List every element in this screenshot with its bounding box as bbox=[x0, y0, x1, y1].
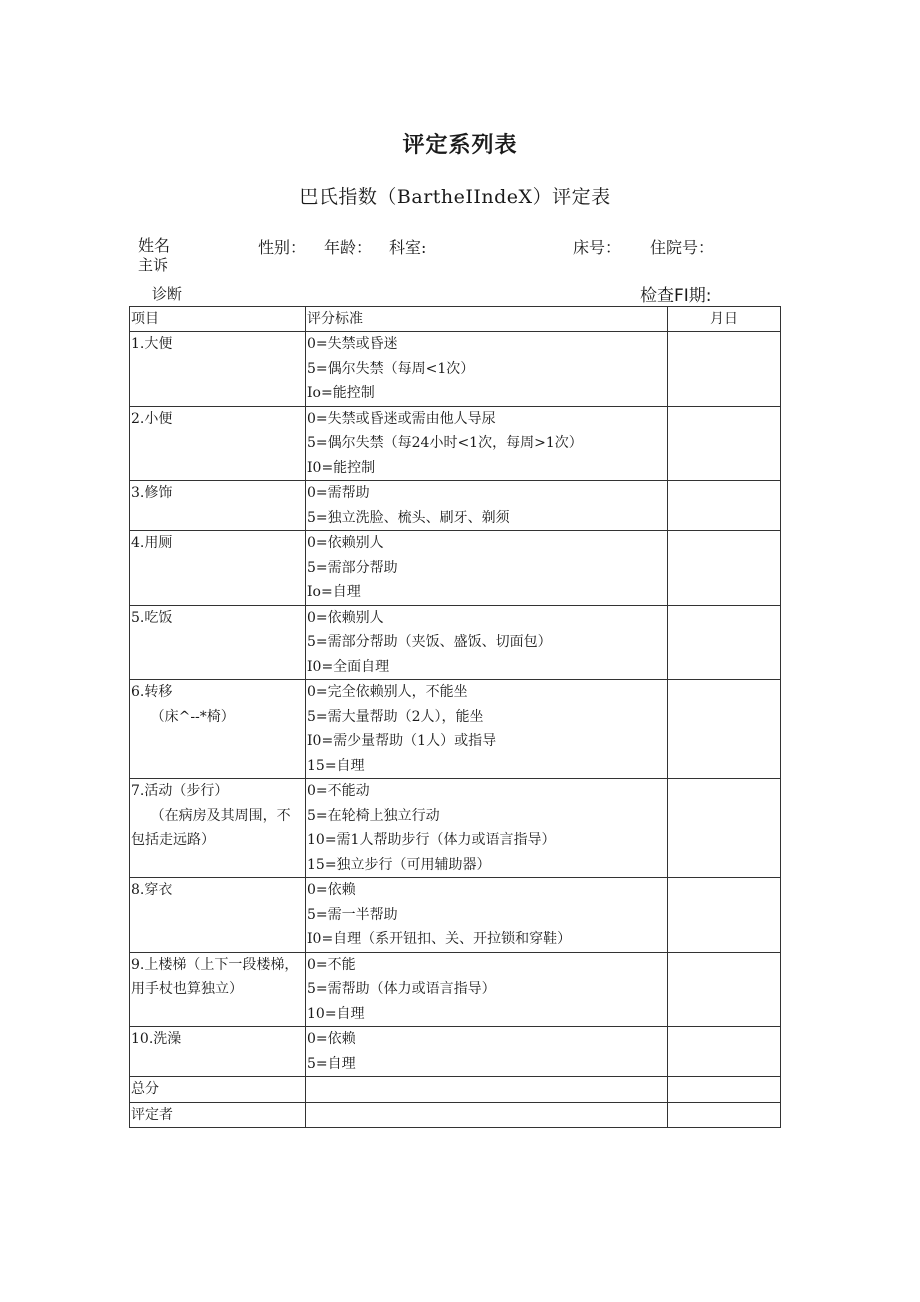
diagnosis-label: 诊断 bbox=[152, 285, 183, 303]
criteria-line: 10=自理 bbox=[307, 1005, 365, 1022]
criteria-cell bbox=[306, 481, 668, 531]
table-row bbox=[130, 779, 781, 878]
score-entry-cell[interactable] bbox=[668, 1027, 781, 1077]
item-label: 8.穿衣 bbox=[131, 882, 173, 898]
item-label: 4.用厕 bbox=[131, 535, 173, 551]
criteria-line: Io=能控制 bbox=[307, 385, 375, 401]
evaluator-row-label: 评定者 bbox=[130, 1102, 306, 1128]
table-row bbox=[130, 332, 781, 407]
form-subtitle: 巴氏指数（BartheIIndeX）评定表 bbox=[299, 186, 611, 208]
table-row bbox=[130, 878, 781, 953]
item-cell bbox=[130, 605, 306, 680]
table-row bbox=[130, 406, 781, 481]
criteria-cell bbox=[306, 779, 668, 878]
chief-complaint-label: 主诉 bbox=[138, 256, 169, 274]
criteria-line: Io=自理 bbox=[307, 584, 361, 600]
barthel-index-table bbox=[129, 306, 781, 1128]
evaluator-row bbox=[130, 1102, 781, 1128]
criteria-line: 0=不能 bbox=[307, 956, 356, 973]
criteria-line: 10=需1人帮助步行（体力或语言指导） bbox=[307, 832, 556, 848]
score-entry-cell[interactable] bbox=[668, 952, 781, 1027]
header-date: 月日 bbox=[668, 307, 781, 332]
criteria-cell bbox=[306, 332, 668, 407]
item-label: 6.转移 bbox=[131, 684, 173, 700]
criteria-line: 0=依赖 bbox=[307, 1031, 356, 1047]
criteria-line: 15=自理 bbox=[307, 757, 365, 774]
criteria-line: 5=需部分帮助 bbox=[307, 559, 398, 576]
criteria-cell bbox=[306, 680, 668, 779]
total-row bbox=[130, 1077, 781, 1103]
criteria-line: 5=需部分帮助（夹饭、盛饭、切面包） bbox=[307, 634, 552, 650]
item-cell bbox=[130, 406, 306, 481]
score-entry-cell[interactable] bbox=[668, 680, 781, 779]
score-entry-cell[interactable] bbox=[668, 406, 781, 481]
total-row-label: 总分 bbox=[130, 1077, 306, 1103]
item-label: 2.小便 bbox=[131, 410, 173, 427]
header-item: 项目 bbox=[130, 307, 306, 332]
evaluator-row-date-cell[interactable] bbox=[668, 1102, 781, 1128]
check-date-label: 检查FI期: bbox=[640, 286, 712, 306]
item-label: 3.修饰 bbox=[131, 485, 173, 501]
table-row bbox=[130, 952, 781, 1027]
header-criteria: 评分标准 bbox=[306, 307, 668, 332]
criteria-cell bbox=[306, 952, 668, 1027]
item-sublabel: （床^--*椅） bbox=[150, 708, 235, 725]
criteria-line: 15=独立步行（可用辅助器） bbox=[307, 856, 491, 873]
age-label: 年龄： bbox=[324, 238, 373, 257]
document-title: 评定系列表 bbox=[402, 133, 518, 158]
table-row bbox=[130, 531, 781, 606]
criteria-line: I0=自理（系开钮扣、关、开拉锁和穿鞋） bbox=[307, 931, 572, 947]
total-row-date-cell[interactable] bbox=[668, 1077, 781, 1103]
criteria-line: 5=偶尔失禁（每周<1次） bbox=[307, 360, 475, 377]
department-label: 科室: bbox=[389, 238, 427, 257]
total-row-criteria-cell[interactable] bbox=[306, 1077, 668, 1103]
item-cell bbox=[130, 878, 306, 953]
score-entry-cell[interactable] bbox=[668, 878, 781, 953]
criteria-line: 0=依赖别人 bbox=[307, 609, 384, 626]
table-row bbox=[130, 481, 781, 531]
evaluator-row-criteria-cell[interactable] bbox=[306, 1102, 668, 1128]
criteria-line: 0=不能动 bbox=[307, 783, 370, 799]
score-entry-cell[interactable] bbox=[668, 481, 781, 531]
score-entry-cell[interactable] bbox=[668, 605, 781, 680]
criteria-line: 0=失禁或昏迷 bbox=[307, 336, 398, 352]
item-label: 10.洗澡 bbox=[131, 1031, 182, 1047]
gender-label: 性别： bbox=[258, 238, 307, 257]
criteria-cell bbox=[306, 1027, 668, 1077]
criteria-line: 0=需帮助 bbox=[307, 485, 370, 501]
score-entry-cell[interactable] bbox=[668, 332, 781, 407]
score-entry-cell[interactable] bbox=[668, 779, 781, 878]
criteria-line: 5=在轮椅上独立行动 bbox=[307, 807, 440, 824]
item-label: 9.上楼梯（上下一段楼梯，用手杖也算独立） bbox=[131, 956, 299, 997]
item-cell bbox=[130, 1027, 306, 1077]
criteria-line: 5=自理 bbox=[307, 1055, 356, 1072]
table-row bbox=[130, 605, 781, 680]
item-cell bbox=[130, 332, 306, 407]
criteria-line: 0=完全依赖别人，不能坐 bbox=[307, 684, 468, 700]
table-row bbox=[130, 1027, 781, 1077]
admission-number-label: 住院号： bbox=[650, 238, 715, 257]
criteria-line: 5=需一半帮助 bbox=[307, 906, 398, 923]
item-label: 5.吃饭 bbox=[131, 609, 173, 626]
criteria-cell bbox=[306, 878, 668, 953]
table-row bbox=[130, 680, 781, 779]
item-cell bbox=[130, 531, 306, 606]
item-cell bbox=[130, 680, 306, 779]
score-entry-cell[interactable] bbox=[668, 531, 781, 606]
bed-number-label: 床号： bbox=[573, 238, 622, 257]
criteria-line: 0=失禁或昏迷或需由他人导尿 bbox=[307, 410, 496, 427]
item-cell bbox=[130, 952, 306, 1027]
criteria-line: I0=全面自理 bbox=[307, 658, 390, 675]
item-label: 7.活动（步行） bbox=[131, 783, 229, 799]
criteria-line: 5=需帮助（体力或语言指导） bbox=[307, 981, 496, 997]
name-label: 姓名 bbox=[138, 236, 171, 255]
criteria-line: I0=能控制 bbox=[307, 459, 376, 476]
item-cell bbox=[130, 779, 306, 878]
table-header-row bbox=[130, 307, 781, 332]
criteria-line: 5=偶尔失禁（每24小时<1次，每周>1次） bbox=[307, 435, 583, 451]
criteria-cell bbox=[306, 406, 668, 481]
criteria-line: 0=依赖 bbox=[307, 882, 356, 898]
item-cell bbox=[130, 481, 306, 531]
criteria-cell bbox=[306, 605, 668, 680]
criteria-cell bbox=[306, 531, 668, 606]
item-sublabel: （在病房及其周围，不包括走远路） bbox=[131, 807, 291, 848]
criteria-line: 0=依赖别人 bbox=[307, 535, 384, 551]
criteria-line: 5=独立洗脸、梳头、刷牙、剃须 bbox=[307, 509, 510, 526]
criteria-line: 5=需大量帮助（2人），能坐 bbox=[307, 708, 484, 725]
criteria-line: I0=需少量帮助（1人）或指导 bbox=[307, 733, 497, 749]
item-label: 1.大便 bbox=[131, 336, 173, 352]
